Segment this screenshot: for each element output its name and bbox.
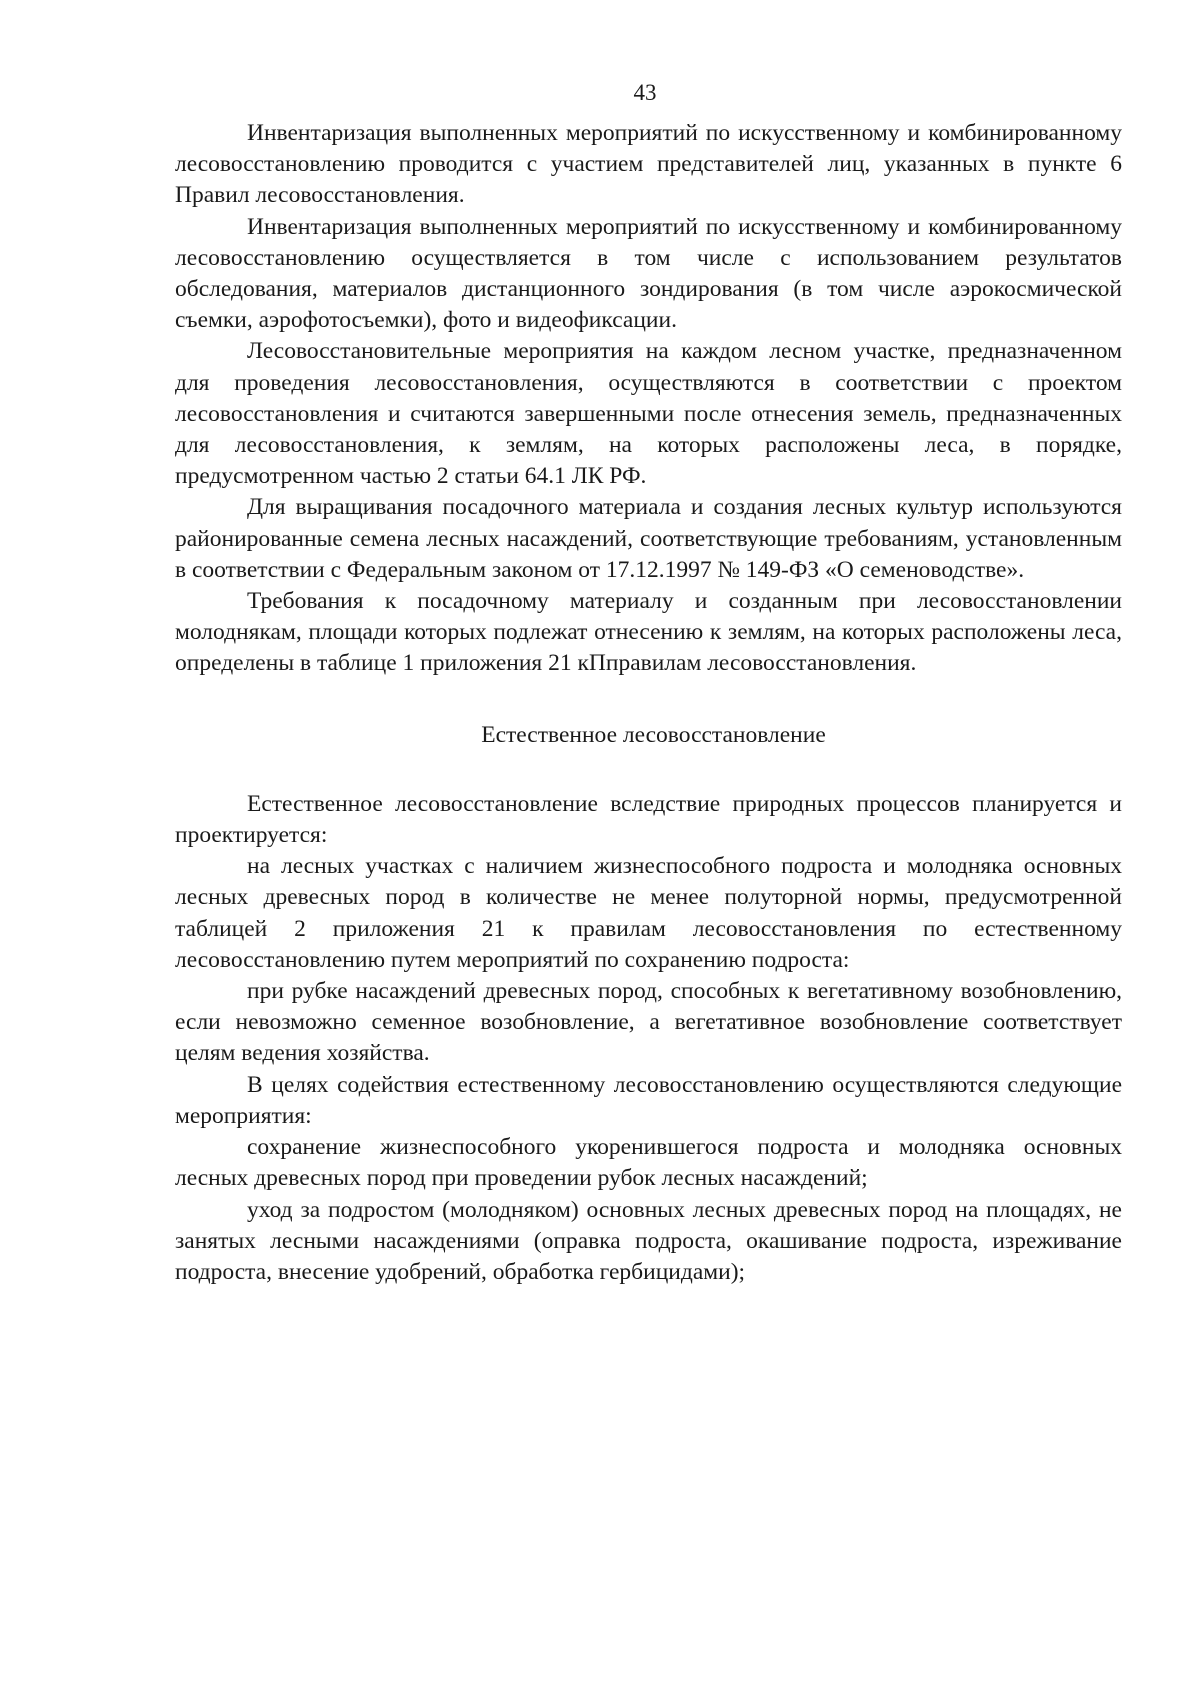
document-body bbox=[175, 118, 1122, 1288]
paragraph: сохранение жизнеспособного укоренившегося подроста и молодняка основных лесных древесных пород при проведении рубок лесных насаждений; bbox=[175, 1134, 1122, 1192]
paragraph: Требования к посадочному материалу и созданным при лесовосстановлении молоднякам, площади которых подлежат отнесению к землям, на которых расположены леса, определены в таблице 1 приложения 21 кПправилам лесовосстановления. bbox=[175, 588, 1122, 677]
paragraph: при рубке насаждений древесных пород, способных к вегетативному возобновлению, если невозможно семенное возобновление, а вегетативное возобновление соответствует целям ведения хозяйства. bbox=[175, 978, 1122, 1067]
paragraph: Для выращивания посадочного материала и создания лесных культур используются районированные семена лесных насаждений, соответствующие требованиям, установленным в соответствии с Федеральным законом от 17.12.1997 № 149-ФЗ «О семеноводстве». bbox=[175, 494, 1122, 583]
paragraph: Инвентаризация выполненных мероприятий по искусственному и комбинированному лесовосстановлению осуществляется в том числе с использованием результатов обследования, материалов дистанционного зондирования (в том числе аэрокосмической съемки, аэрофотосъемки), фото и видеофиксации. bbox=[175, 213, 1122, 334]
section-heading: Естественное лесовосстановление bbox=[481, 721, 826, 748]
paragraph: Инвентаризация выполненных мероприятий по искусственному и комбинированному лесовосстановлению проводится с участием представителей лиц, указанных в пункте 6 Правил лесовосстановления. bbox=[175, 120, 1122, 209]
paragraph: на лесных участках с наличием жизнеспособного подроста и молодняка основных лесных древесных пород в количестве не менее полуторной нормы, предусмотренной таблицей 2 приложения 21 к правилам лесовосстановления по естественному лесовосстановлению путем мероприятий по сохранению подроста: bbox=[175, 853, 1122, 973]
paragraph: В целях содействия естественному лесовосстановлению осуществляются следующие мероприятия: bbox=[175, 1071, 1122, 1129]
paragraph: Естественное лесовосстановление вследствие природных процессов планируется и проектируется: bbox=[175, 790, 1122, 849]
paragraph: Лесовосстановительные мероприятия на каждом лесном участке, предназначенном для проведения лесовосстановления, осуществляются в соответствии с проектом лесовосстановления и считаются завершенными после отнесения земель, предназначенных для лесовосстановления, к землям, на которых расположены леса, в порядке, предусмотренном частью 2 статьи 64.1 ЛК РФ. bbox=[175, 338, 1122, 490]
paragraph: уход за подростом (молодняком) основных лесных древесных пород на площадях, не занятых лесными насаждениями (оправка подроста, окашивание подроста, изреживание подроста, внесение удобрений, обработка гербицидами); bbox=[175, 1196, 1122, 1285]
page-number: 43 bbox=[633, 80, 657, 105]
